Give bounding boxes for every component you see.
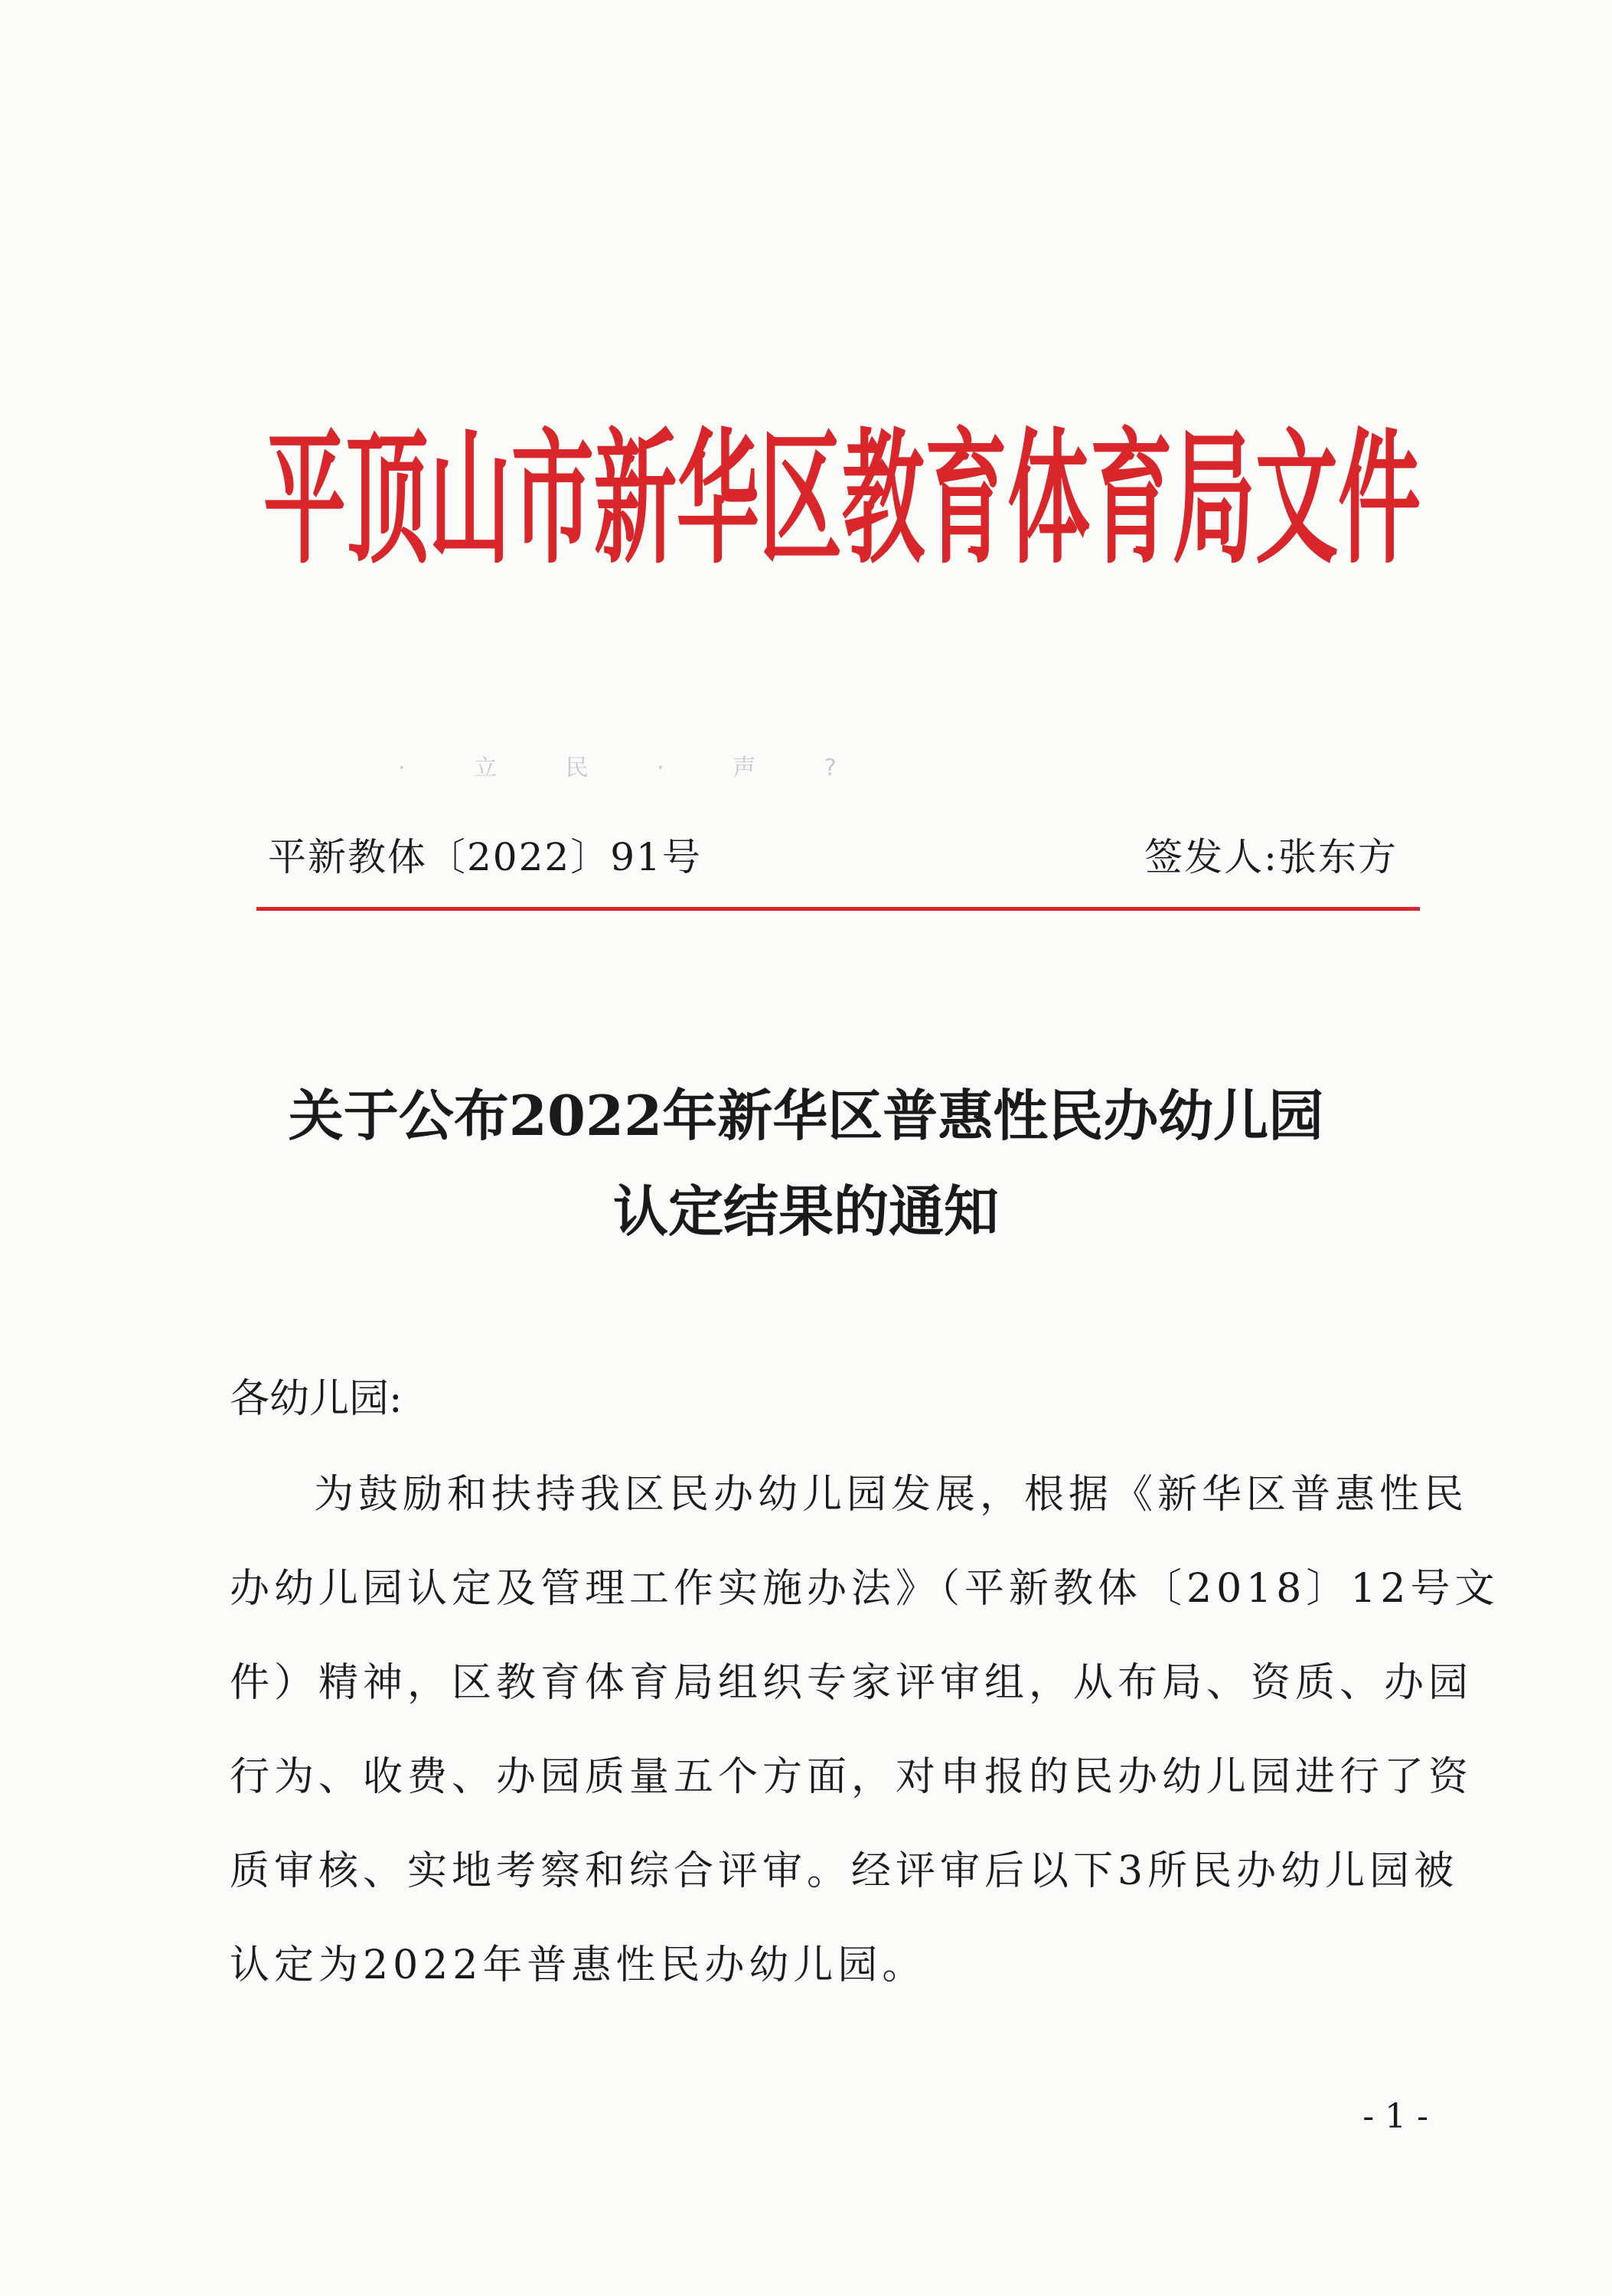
body-paragraph-line: 为鼓励和扶持我区民办幼儿园发展，根据《新华区普惠性民 (314, 1472, 1469, 1518)
body-paragraph-line: 件）精神，区教育体育局组织专家评审组，从布局、资质、办园 (230, 1660, 1473, 1706)
page-number: - 1 - (1362, 2097, 1428, 2136)
issuer-header-title: 平顶山市新华区教育体育局文件 (263, 416, 1421, 584)
body-paragraph-line: 质审核、实地考察和综合评审。经评审后以下3所民办幼儿园被 (230, 1848, 1459, 1894)
body-paragraph-line: 办幼儿园认定及管理工作实施办法》（平新教体〔2018〕12号文 (230, 1566, 1499, 1612)
salutation: 各幼儿园: (230, 1376, 403, 1422)
body-paragraph-line: 认定为2022年普惠性民办幼儿园。 (230, 1942, 927, 1988)
signer: 签发人:张东方 (1144, 835, 1398, 879)
document-number: 平新教体〔2022〕91号 (268, 835, 702, 879)
faint-stamp-text: · 立 民 · 声 ? (398, 755, 867, 781)
red-divider-line (256, 907, 1420, 911)
notice-title-line2: 认定结果的通知 (612, 1179, 999, 1244)
notice-title-line1: 关于公布2022年新华区普惠性民办幼儿园 (288, 1083, 1324, 1148)
body-paragraph-line: 行为、收费、办园质量五个方面，对申报的民办幼儿园进行了资 (230, 1754, 1473, 1800)
